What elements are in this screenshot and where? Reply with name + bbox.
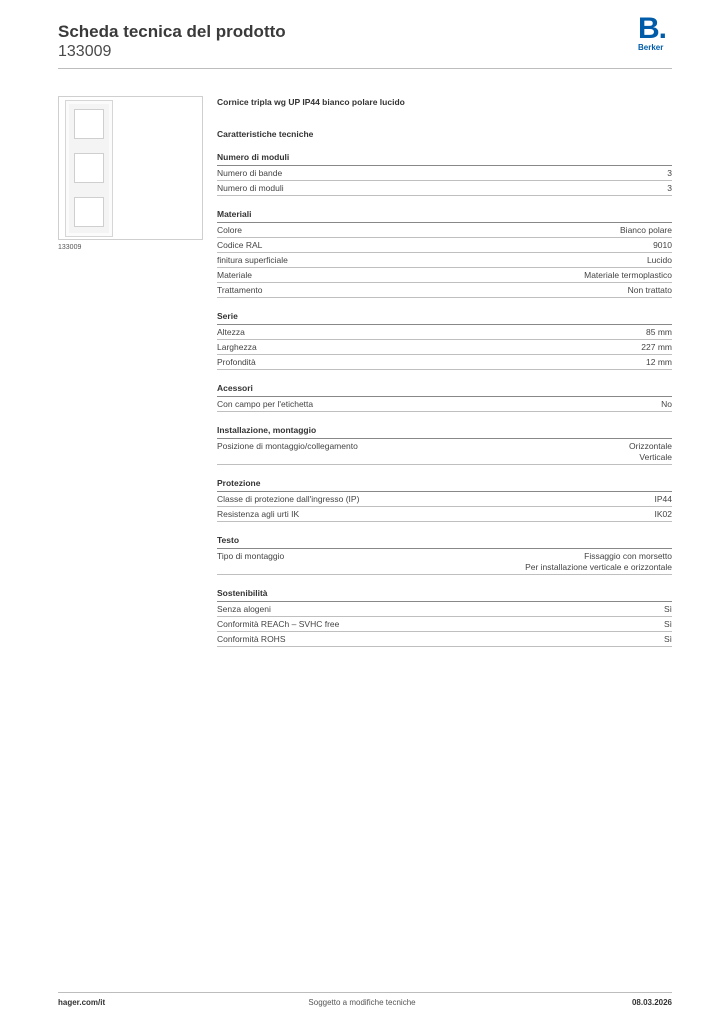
spec-label: Numero di bande <box>217 168 283 178</box>
spec-sections <box>217 152 672 647</box>
frame-cell <box>74 153 104 183</box>
section-title: Protezione <box>217 478 672 492</box>
spec-value: Materiale termoplastico <box>584 270 672 280</box>
section-title: Testo <box>217 535 672 549</box>
triple-frame-illustration <box>65 100 113 237</box>
spec-row <box>217 602 672 617</box>
spec-label: Profondità <box>217 357 256 367</box>
spec-row <box>217 223 672 238</box>
spec-label: Tipo di montaggio <box>217 551 285 561</box>
spec-label: Resistenza agli urti IK <box>217 509 300 519</box>
spec-label: finitura superficiale <box>217 255 288 265</box>
spec-value: 3 <box>667 183 672 193</box>
spec-value-line: Fissaggio con morsetto <box>584 551 672 561</box>
spec-row <box>217 507 672 522</box>
spec-value: 3 <box>667 168 672 178</box>
spec-row <box>217 283 672 298</box>
footer-date: 08.03.2026 <box>631 998 672 1007</box>
spec-row <box>217 355 672 370</box>
spec-content <box>217 96 672 647</box>
spec-row <box>217 549 672 575</box>
section-title: Materiali <box>217 209 672 223</box>
spec-value: IK02 <box>654 509 672 519</box>
spec-value: 9010 <box>653 240 672 250</box>
spec-row <box>217 268 672 283</box>
spec-label: Trattamento <box>217 285 263 295</box>
section-title: Numero di moduli <box>217 152 672 166</box>
spec-value-line: Orizzontale <box>629 441 672 451</box>
spec-row <box>217 397 672 412</box>
spec-label: Conformità ROHS <box>217 634 286 644</box>
spec-row <box>217 253 672 268</box>
spec-value-line: Per installazione verticale e orizzontale <box>525 562 672 572</box>
spec-value: Sì <box>663 604 672 614</box>
frame-cell <box>74 109 104 139</box>
product-image <box>58 96 203 240</box>
spec-row <box>217 617 672 632</box>
footer-divider <box>58 992 672 993</box>
section-title: Installazione, montaggio <box>217 425 672 439</box>
spec-label: Conformità REACh – SVHC free <box>217 619 340 629</box>
spec-label: Classe di protezione dall'ingresso (IP) <box>217 494 360 504</box>
footer-website: hager.com/it <box>58 998 106 1007</box>
spec-label: Codice RAL <box>217 240 263 250</box>
spec-value: Lucido <box>646 255 672 265</box>
document-title: Scheda tecnica del prodotto <box>58 22 286 41</box>
spec-value <box>629 441 672 463</box>
spec-label: Altezza <box>217 327 245 337</box>
spec-value: 12 mm <box>646 357 672 367</box>
spec-heading: Caratteristiche tecniche <box>217 129 314 139</box>
spec-value: Sì <box>663 619 672 629</box>
spec-value: Sì <box>663 634 672 644</box>
spec-value: Non trattato <box>627 285 672 295</box>
spec-value: IP44 <box>654 494 672 504</box>
spec-row <box>217 492 672 507</box>
spec-value: Bianco polare <box>620 225 672 235</box>
spec-label: Materiale <box>217 270 252 280</box>
section-title: Sostenibilità <box>217 588 672 602</box>
section-title: Serie <box>217 311 672 325</box>
image-caption: 133009 <box>58 244 82 251</box>
berker-logo <box>638 12 676 54</box>
logo-name: Berker <box>638 43 664 52</box>
spec-row <box>217 166 672 181</box>
product-code: 133009 <box>58 43 112 60</box>
frame-cell <box>74 197 104 227</box>
spec-label: Larghezza <box>217 342 257 352</box>
spec-row <box>217 325 672 340</box>
spec-row <box>217 632 672 647</box>
header-divider <box>58 68 672 69</box>
spec-label: Senza alogeni <box>217 604 271 614</box>
page-header <box>58 22 286 61</box>
product-name: Cornice tripla wg UP IP44 bianco polare lucido <box>217 97 405 107</box>
spec-value <box>525 551 672 573</box>
spec-row <box>217 439 672 465</box>
spec-label: Numero di moduli <box>217 183 284 193</box>
logo-letter: B. <box>638 12 666 45</box>
spec-row <box>217 181 672 196</box>
spec-label: Colore <box>217 225 243 235</box>
spec-value: 85 mm <box>646 327 672 337</box>
spec-value-line: Verticale <box>639 452 672 462</box>
spec-value: 227 mm <box>641 342 672 352</box>
spec-row <box>217 340 672 355</box>
spec-value: No <box>661 399 672 409</box>
section-title: Acessori <box>217 383 672 397</box>
footer-disclaimer: Soggetto a modifiche tecniche <box>308 998 416 1007</box>
spec-label: Con campo per l'etichetta <box>217 399 314 409</box>
spec-label: Posizione di montaggio/collegamento <box>217 441 358 451</box>
spec-row <box>217 238 672 253</box>
